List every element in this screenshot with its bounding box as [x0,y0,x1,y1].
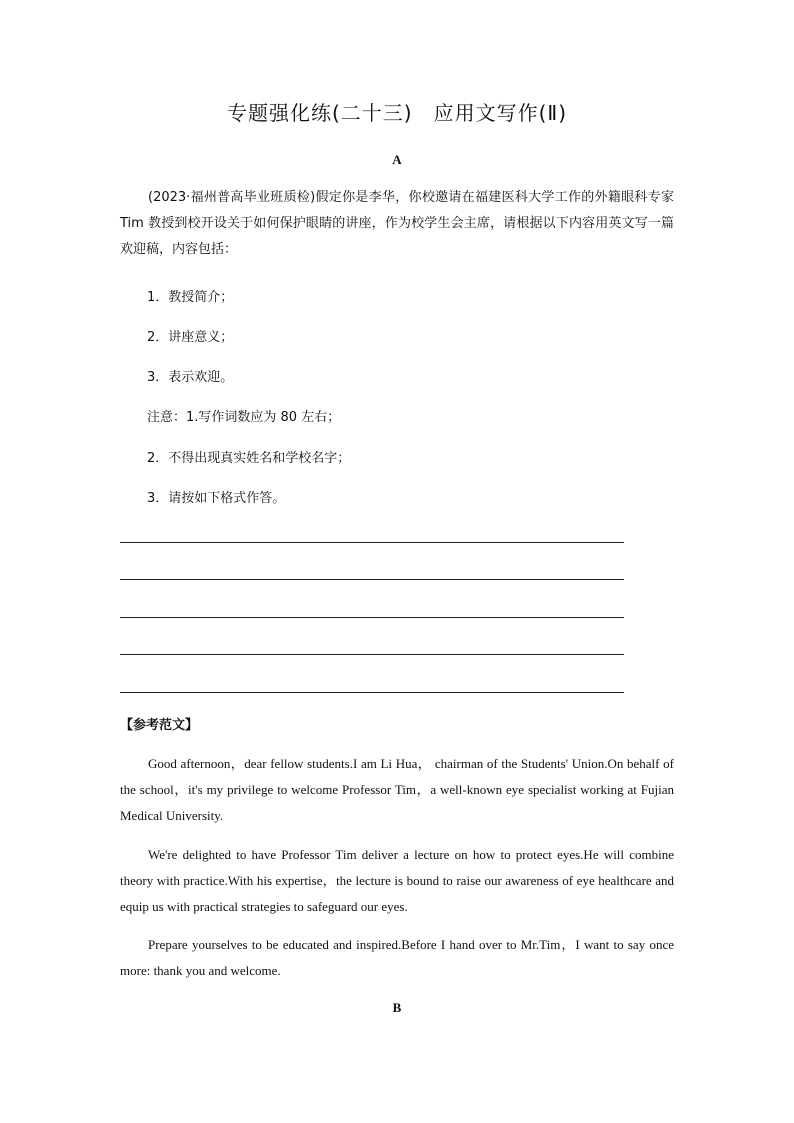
section-b-heading: B [392,1000,402,1015]
content-item-2: 2．讲座意义； [147,330,234,345]
answer-line[interactable] [120,579,624,580]
section-a-heading: A [392,152,402,167]
answer-line[interactable] [120,617,624,618]
note-2: 2．不得出现真实姓名和学校名字； [147,451,351,466]
answer-line[interactable] [120,542,624,543]
answer-line[interactable] [120,654,624,655]
answer-line[interactable] [120,692,624,693]
reference-paragraph-3: Prepare yourselves to be educated and inspired.Before I hand over to Mr.Tim，I want to say once more: thank you and welcome. [120,937,674,978]
page-title: 专题强化练(二十三) 应用文写作(Ⅱ) [226,101,568,125]
content-item-1: 1．教授简介； [147,290,234,305]
reference-heading: 【参考范文】 [120,718,199,733]
reference-paragraph-2: We're delighted to have Professor Tim deliver a lecture on how to protect eyes.He will combine theory with practice.With his expertise，the lecture is bound to raise our awareness of eye healthcare and equip us with practical strategies to safeguard our eyes. [120,847,674,914]
reference-paragraph-1: Good afternoon，dear fellow students.I am Li Hua， chairman of the Students' Union.On behalf of the school，it's my privilege to welcome Professor Tim，a well-known eye specialist working at Fujian Medical University. [120,756,674,823]
note-1: 注意：1.写作词数应为 80 左右； [147,410,341,425]
content-item-3: 3．表示欢迎。 [147,370,234,385]
note-3: 3．请按如下格式作答。 [147,491,286,506]
writing-prompt: (2023·福州普高毕业班质检)假定你是李华，你校邀请在福建医科大学工作的外籍眼科专家 Tim 教授到校开设关于如何保护眼睛的讲座，作为校学生会主席，请根据以下内容用英文写一篇欢迎稿，内容包括： [120,190,674,257]
